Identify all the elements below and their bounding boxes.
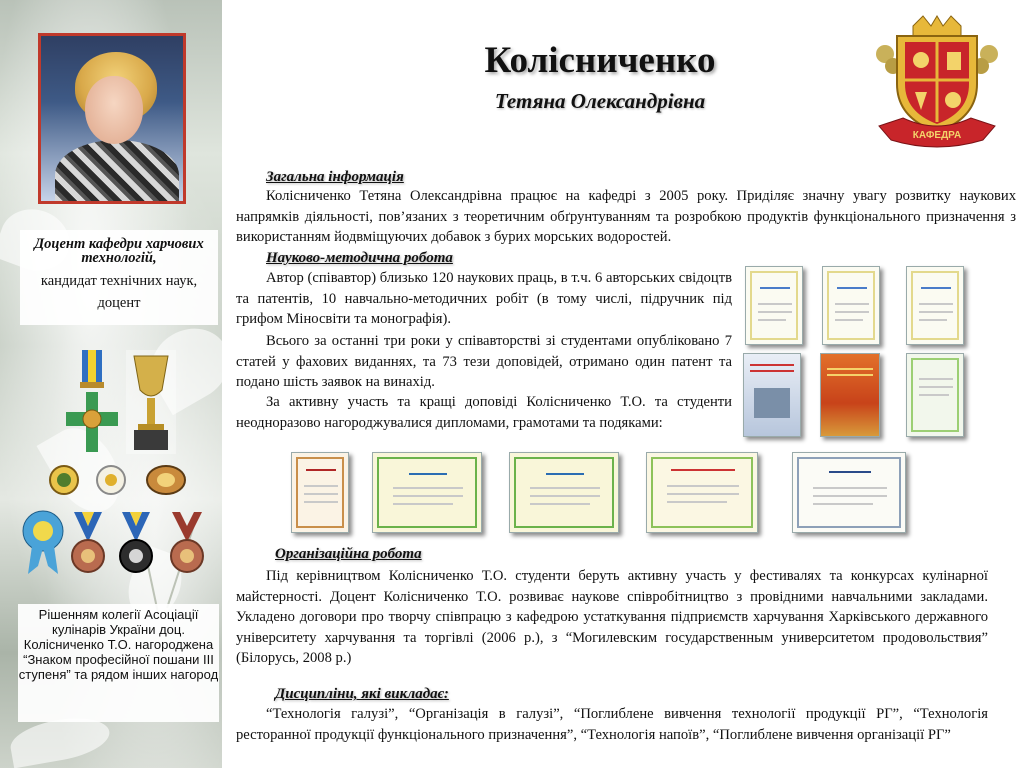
science-text-3: За активну участь та кращі доповіді Колісниченко Т.О. та студенти неодноразово нагороджувалися дипломами, грамотами та подяками: [236,394,732,431]
round-badge-icon [49,465,79,495]
role-box [20,230,218,325]
diploma-2-thumbnail [509,452,619,533]
heading-disciplines: Дисципліни, які викладає: [275,686,449,702]
logo-caption: КАФЕДРА [912,130,962,141]
certificate-3-thumbnail [906,266,964,345]
heading-general-info: Загальна інформація [266,169,404,185]
posvidchennia-thumbnail [646,452,758,533]
science-text-1: Автор (співавтор) близько 120 наукових праць, в т.ч. 6 авторських свідоцтв та патентів, 10 навчально-методичних робіт (в тому числі, підручник під грифом Міносвіти та монографія). [236,270,732,327]
photo-body [55,140,179,204]
photo-face [85,76,143,144]
disciplines-text: “Технологія галузі”, “Організація в галузі”, “Поглиблене вивчення технології продукції РГ”, “Технологія ресторанної продукції функціонального призначення”, “Технологія напоїв”, “Поглиблене вивчення організації РГ” [236,706,988,743]
rosette-medal-icon [22,510,64,576]
round-badge-icon [146,465,186,495]
portrait-photo [38,33,186,204]
role-title: Доцент кафедри харчових технологій, [34,236,204,266]
gramota-thumbnail [291,452,349,533]
page-title: Колісниченко [484,40,716,81]
certificate-2-thumbnail [822,266,880,345]
ribbon-medal-icon [168,512,206,576]
general-info-text: Колісниченко Тетяна Олександрівна працює на кафедрі з 2005 року. Приділяє значну увагу розвитку наукових напрямків діяльності, пов’язаних з теоретичним обґрунтуванням та розробкою продуктів функціонального призначення з використанням йодвміщуючих добавок з бурих морських водоростей. [236,188,1016,245]
science-text-2: Всього за останні три роки у співавторстві зі студентами опубліковано 7 статей у фахових виданнях, та 73 тези доповідей, отримано один патент та подано шість заявок на винахід. [236,333,732,390]
page-subtitle: Тетяна Олександрівна [494,89,706,113]
sidebar [0,0,222,768]
certificate-4-thumbnail [906,353,964,437]
diploma-1-thumbnail [372,452,482,533]
cross-order-icon [66,350,118,456]
book-cover-2-thumbnail [820,353,880,437]
department-coat-of-arms-logo [873,14,1001,152]
heading-organization-work: Організаційна робота [275,546,422,562]
trophy-cup-icon [126,350,176,454]
ribbon-medal-icon [70,512,106,576]
heading-science-work: Науково-методична робота [266,250,453,266]
certificate-1-thumbnail [745,266,803,345]
organization-text: Під керівництвом Колісниченко Т.О. студенти беруть активну участь у фестивалях та конкурсах кулінарної майстерності. Доцент Колісниченко Т.О. розвиває наукове співробітництво з провідними навчальними закладами. Укладено договори про творчу співпрацю з кафедрою устаткування підприємств харчування Харківського державного університету харчування та торгівлі (2006 р.), з “Могилевским государственным университетом продовольствия” (Білорусь, 2008 р.) [236,568,988,666]
ribbon-medal-icon [118,512,154,576]
book-cover-1-thumbnail [743,353,801,437]
podyaka-thumbnail [792,452,906,533]
award-note: Рішенням колегії Асоціації кулінарів України доц. Колісниченко Т.О. нагороджена “Знаком професійної пошани ІІІ ступеня” та рядом інших нагород [18,604,219,722]
role-subtitle: кандидат технічних наук, доцент [40,273,198,311]
round-badge-icon [96,465,126,495]
